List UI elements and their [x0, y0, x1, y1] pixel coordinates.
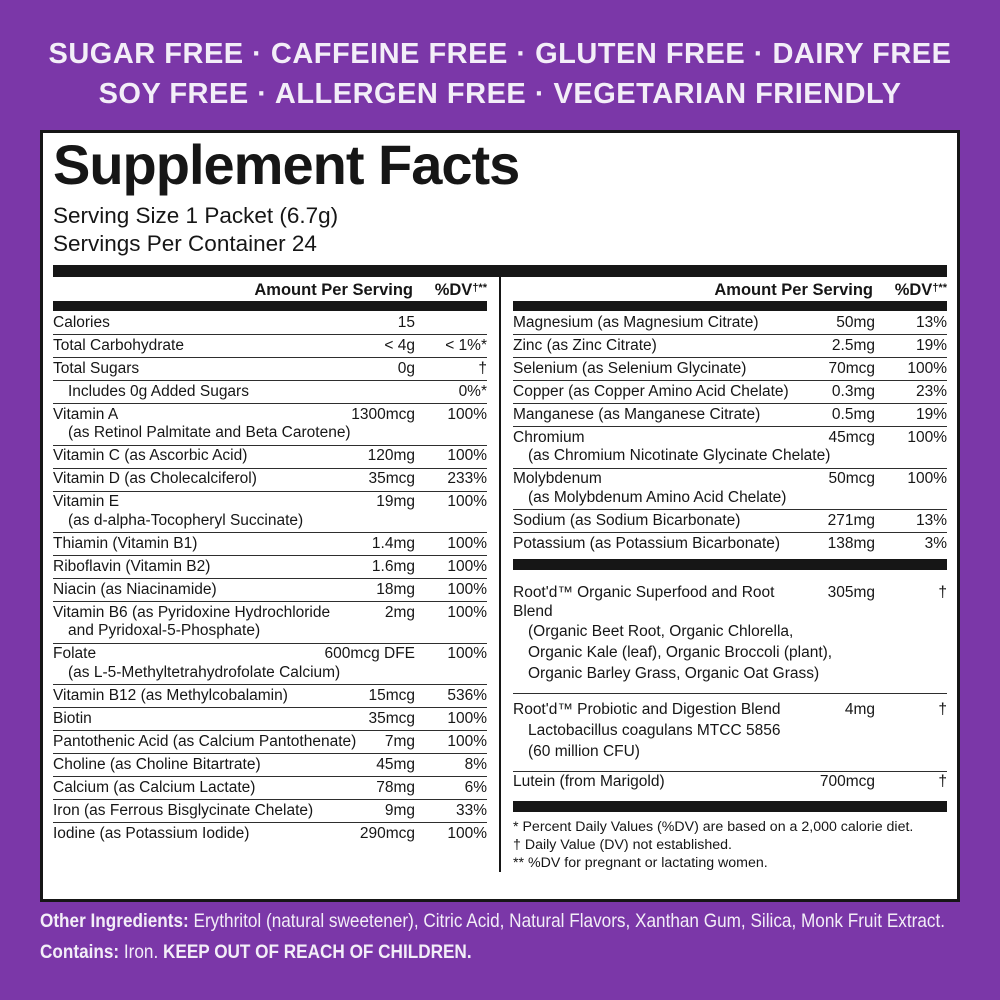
nutrient-row — [53, 753, 487, 776]
nutrient-row — [53, 776, 487, 799]
nutrient-source: (as Molybdenum Amino Acid Chelate) — [528, 488, 787, 506]
divider-bar-thick — [513, 801, 947, 812]
nutrient-dv: 100% — [447, 493, 487, 510]
nutrient-name: Chromium — [513, 428, 585, 446]
nutrient-source: Organic Kale (leaf), Organic Broccoli (plant), — [528, 644, 833, 661]
nutrient-dv: † — [938, 773, 947, 790]
nutrient-dv: 8% — [464, 755, 487, 773]
nutrient-amount: 4mg — [844, 701, 875, 718]
nutrient-dv: 6% — [464, 778, 487, 796]
nutrient-name: Riboflavin (Vitamin B2) — [53, 557, 211, 575]
serving-info — [53, 202, 947, 258]
nutrient-source: (as d-alpha-Tocopheryl Succinate) — [68, 511, 304, 529]
nutrient-source: (as L-5-Methyltetrahydrofolate Calcium) — [68, 663, 341, 681]
other-ingredients-label: Other Ingredients: — [40, 910, 189, 932]
other-ingredients-line — [40, 906, 960, 937]
nutrient-name: Vitamin B12 (as Methylcobalamin) — [53, 686, 288, 704]
nutrient-amount: 7mg — [384, 732, 415, 750]
nutrient-name: Iodine (as Potassium Iodide) — [53, 824, 250, 842]
nutrient-amount: 35mcg — [368, 470, 415, 487]
nutrient-name: Manganese (as Manganese Citrate) — [513, 405, 761, 423]
nutrient-name: Calcium (as Calcium Lactate) — [53, 778, 256, 796]
nutrient-name: Niacin (as Niacinamide) — [53, 580, 217, 598]
nutrient-name: Includes 0g Added Sugars — [68, 382, 249, 400]
nutrient-rows-right — [513, 312, 947, 812]
nutrient-amount: 45mg — [376, 755, 415, 773]
nutrient-amount: 0.3mg — [831, 382, 875, 400]
nutrient-name: Root'd™ Organic Superfood and Root Blend — [513, 584, 775, 620]
column-header-left — [53, 277, 487, 301]
nutrient-row — [513, 403, 947, 426]
nutrient-row — [53, 578, 487, 601]
nutrient-amount: 35mcg — [368, 709, 415, 727]
nutrient-row — [53, 799, 487, 822]
footnote-pregnant-lactating: ** %DV for pregnant or lactating women. — [513, 854, 768, 871]
nutrient-row — [53, 555, 487, 578]
nutrient-row — [513, 509, 947, 532]
nutrient-dv: 100% — [447, 405, 487, 423]
nutrient-amount: 1.4mg — [371, 534, 415, 552]
nutrient-name: Sodium (as Sodium Bicarbonate) — [513, 511, 741, 529]
nutrient-dv: 19% — [915, 405, 947, 423]
nutrient-dv: 100% — [907, 470, 947, 487]
nutrient-name: Vitamin D (as Cholecalciferol) — [53, 470, 257, 487]
nutrient-name: Lutein (from Marigold) — [513, 773, 665, 790]
nutrient-row — [53, 643, 487, 685]
nutrient-dv: 33% — [455, 801, 487, 819]
nutrient-amount: 70mcg — [828, 359, 875, 377]
nutrient-name: Selenium (as Selenium Glycinate) — [513, 359, 747, 377]
nutrient-row — [53, 684, 487, 707]
nutrient-amount: 700mcg — [819, 773, 875, 790]
nutrient-dv: 100% — [447, 824, 487, 842]
nutrient-row — [513, 532, 947, 555]
nutrient-dv: † — [938, 584, 947, 601]
nutrient-row — [513, 468, 947, 510]
nutrient-dv: 3% — [924, 534, 947, 552]
nutrient-amount: 0.5mg — [831, 405, 875, 423]
nutrient-name: Copper (as Copper Amino Acid Chelate) — [513, 382, 789, 400]
nutrient-dv: 19% — [915, 336, 947, 354]
nutrient-row — [513, 334, 947, 357]
nutrient-dv: 100% — [447, 732, 487, 750]
nutrient-source: and Pyridoxal-5-Phosphate) — [68, 622, 261, 639]
nutrient-columns — [53, 277, 947, 872]
nutrient-amount: 9mg — [384, 801, 415, 819]
nutrient-row — [513, 693, 947, 771]
nutrient-source: (as Retinol Palmitate and Beta Carotene) — [68, 424, 351, 441]
banner-line-2: SOY FREE · ALLERGEN FREE · VEGETARIAN FRIENDLY — [98, 78, 902, 110]
nutrient-dv: 100% — [447, 557, 487, 575]
nutrient-amount: 19mg — [376, 493, 415, 510]
nutrient-name: Pantothenic Acid (as Calcium Pantothenate) — [53, 732, 357, 750]
nutrient-name: Choline (as Choline Bitartrate) — [53, 755, 261, 773]
amount-per-serving-header: Amount Per Serving — [254, 281, 413, 299]
nutrient-dv: 100% — [447, 603, 487, 621]
nutrient-name: Vitamin A — [53, 405, 119, 423]
nutrient-row — [53, 730, 487, 753]
nutrient-amount: 305mg — [827, 584, 875, 601]
nutrient-source: (60 million CFU) — [528, 742, 640, 760]
amount-per-serving-header: Amount Per Serving — [714, 281, 873, 299]
nutrient-row — [53, 403, 487, 445]
nutrient-row — [513, 771, 947, 794]
nutrient-row — [53, 312, 487, 334]
nutrient-name: Thiamin (Vitamin B1) — [53, 534, 198, 552]
nutrient-amount: 290mcg — [359, 824, 415, 842]
nutrient-dv: 100% — [447, 709, 487, 727]
footnote-dv-not-established: † Daily Value (DV) not established. — [513, 836, 732, 853]
nutrient-dv: 100% — [447, 580, 487, 598]
nutrient-amount: 45mcg — [828, 428, 875, 446]
divider-bar-column — [53, 301, 487, 311]
nutrient-row — [53, 334, 487, 357]
nutrient-name: Zinc (as Zinc Citrate) — [513, 336, 657, 354]
column-header-right — [513, 277, 947, 301]
nutrient-row — [513, 357, 947, 380]
nutrient-row — [53, 491, 487, 533]
nutrient-row — [53, 822, 487, 845]
servings-per-container: Servings Per Container 24 — [53, 231, 317, 256]
nutrient-row — [53, 468, 487, 491]
nutrient-amount: 15 — [397, 313, 415, 331]
nutrient-dv: 100% — [907, 359, 947, 377]
percent-dv-header: %DV†** — [434, 281, 487, 299]
nutrient-name: Molybdenum — [513, 470, 602, 487]
nutrient-amount: 50mg — [836, 313, 875, 331]
contains-line — [40, 937, 960, 968]
nutrient-amount: 138mg — [827, 534, 875, 552]
nutrient-name: Vitamin C (as Ascorbic Acid) — [53, 447, 248, 464]
nutrient-name: Folate — [53, 645, 97, 662]
nutrient-dv: 13% — [915, 511, 947, 529]
contains-text: Iron. — [119, 941, 164, 963]
nutrient-amount: 1.6mg — [371, 557, 415, 575]
nutrient-row — [53, 357, 487, 380]
nutrient-amount: < 4g — [384, 336, 415, 354]
nutrient-row — [513, 426, 947, 468]
label-title: Supplement Facts — [53, 133, 520, 196]
serving-size: Serving Size 1 Packet (6.7g) — [53, 203, 339, 228]
nutrient-amount: 271mg — [827, 511, 875, 529]
nutrient-amount: 120mg — [367, 447, 415, 464]
nutrient-amount: 78mg — [376, 778, 415, 796]
nutrient-amount: 2.5mg — [831, 336, 875, 354]
warning-text: KEEP OUT OF REACH OF CHILDREN. — [163, 941, 472, 963]
nutrient-amount: 1300mcg — [351, 405, 415, 423]
nutrient-column-left — [53, 277, 499, 872]
nutrient-name: Root'd™ Probiotic and Digestion Blend — [513, 701, 781, 718]
nutrient-dv: † — [478, 359, 487, 377]
nutrient-source: (as Chromium Nicotinate Glycinate Chelate) — [528, 447, 831, 464]
nutrient-amount: 15mcg — [368, 686, 415, 704]
divider-bar-thick — [513, 559, 947, 570]
nutrient-name: Biotin — [53, 709, 92, 727]
nutrient-source: Organic Barley Grass, Organic Oat Grass) — [528, 665, 820, 682]
percent-dv-header: %DV†** — [894, 281, 947, 299]
contains-label: Contains: — [40, 941, 120, 963]
divider-bar-top — [53, 265, 947, 277]
nutrient-name: Calories — [53, 313, 110, 331]
nutrient-row — [53, 601, 487, 643]
nutrient-name: Iron (as Ferrous Bisglycinate Chelate) — [53, 801, 314, 819]
nutrient-name: Potassium (as Potassium Bicarbonate) — [513, 534, 781, 552]
divider-bar-column — [513, 301, 947, 311]
nutrient-source: (Organic Beet Root, Organic Chlorella, — [528, 623, 794, 640]
nutrient-row — [513, 577, 947, 693]
nutrient-amount: 50mcg — [828, 470, 875, 487]
free-claims-banner — [0, 0, 1000, 114]
banner-line-1: SUGAR FREE · CAFFEINE FREE · GLUTEN FREE · DAIRY FREE — [48, 38, 952, 70]
nutrient-dv: 100% — [447, 534, 487, 552]
nutrient-dv: 100% — [447, 447, 487, 464]
nutrient-row — [53, 707, 487, 730]
nutrient-name: Total Sugars — [53, 359, 140, 377]
nutrient-name: Total Carbohydrate — [53, 336, 184, 354]
nutrient-dv: † — [938, 701, 947, 718]
nutrient-rows-left — [53, 312, 487, 845]
nutrient-dv: 23% — [915, 382, 947, 400]
nutrient-dv: 233% — [447, 470, 487, 487]
nutrient-dv: 100% — [907, 428, 947, 446]
footnote-dv-basis: * Percent Daily Values (%DV) are based on a 2,000 calorie diet. — [513, 818, 914, 835]
nutrient-amount: 2mg — [384, 603, 415, 621]
nutrient-amount: 0g — [397, 359, 415, 377]
nutrient-amount: 600mcg DFE — [324, 645, 415, 662]
nutrient-row — [53, 532, 487, 555]
footer-ingredients — [40, 906, 960, 968]
nutrient-amount: 18mg — [376, 580, 415, 598]
nutrient-dv: < 1%* — [445, 336, 487, 354]
nutrient-row — [53, 445, 487, 468]
footnotes — [513, 812, 947, 872]
nutrient-source: Lactobacillus coagulans MTCC 5856 — [528, 721, 781, 739]
nutrient-row — [513, 312, 947, 334]
other-ingredients-text: Erythritol (natural sweetener), Citric Acid, Natural Flavors, Xanthan Gum, Silica, Monk Fruit Extract. — [188, 910, 945, 932]
nutrient-name: Vitamin B6 (as Pyridoxine Hydrochloride — [53, 603, 331, 621]
nutrient-name: Magnesium (as Magnesium Citrate) — [513, 313, 759, 331]
nutrient-dv: 536% — [447, 686, 487, 704]
nutrient-row — [513, 380, 947, 403]
nutrient-row — [53, 380, 487, 403]
supplement-facts-label — [40, 130, 960, 902]
nutrient-dv: 100% — [447, 645, 487, 662]
nutrient-name: Vitamin E — [53, 493, 120, 510]
nutrient-column-right — [499, 277, 947, 872]
nutrient-dv: 13% — [915, 313, 947, 331]
nutrient-dv: 0%* — [458, 382, 487, 400]
